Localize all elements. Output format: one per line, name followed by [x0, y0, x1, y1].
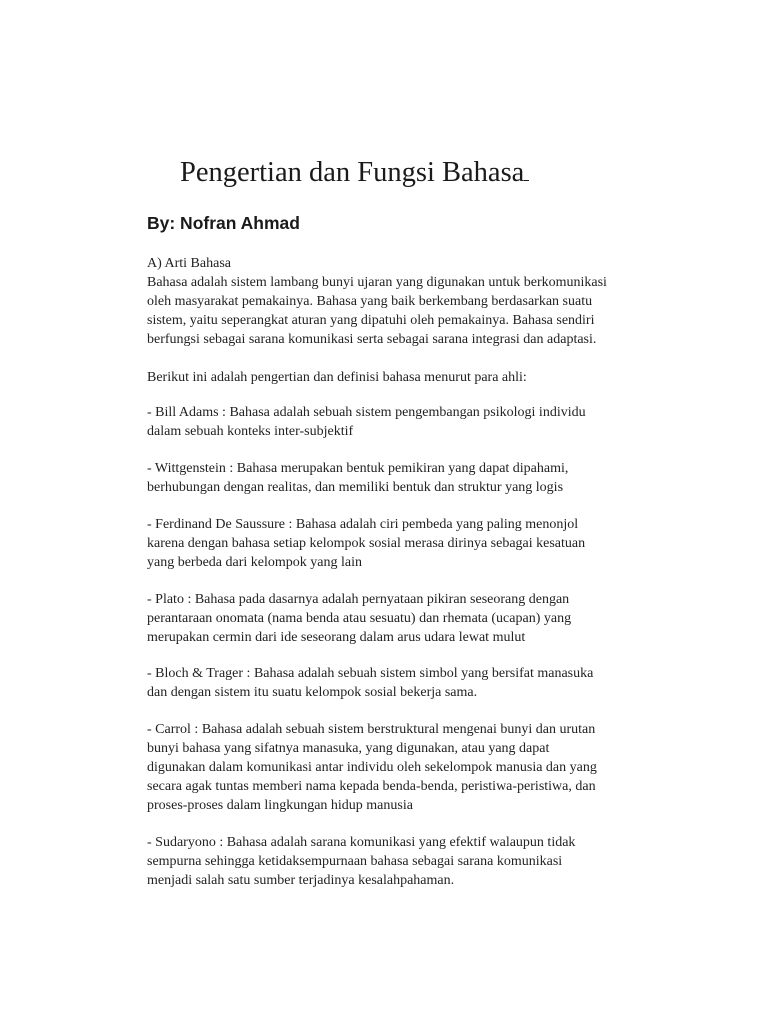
definition-line: - Bloch & Trager : Bahasa adalah sebuah sistem simbol yang bersifat manasuka: [147, 666, 594, 681]
intro-line: Bahasa adalah sistem lambang bunyi ujaran yang digunakan untuk berkomunikasi: [147, 275, 607, 290]
definition-line: bunyi bahasa yang sifatnya manasuka, yang digunakan, atau yang dapat: [147, 741, 550, 756]
intro-line: berfungsi sebagai sarana komunikasi serta sebagai sarana integrasi dan adaptasi.: [147, 332, 597, 347]
definition-line: - Sudaryono : Bahasa adalah sarana komunikasi yang efektif walaupun tidak: [147, 835, 576, 850]
definition-line: - Bill Adams : Bahasa adalah sebuah sistem pengembangan psikologi individu: [147, 405, 586, 420]
definition-line: menjadi salah satu sumber terjadinya kesalahpahaman.: [147, 873, 455, 888]
definition-sudaryono: [147, 833, 677, 890]
definition-line: secara agak tuntas memberi nama kepada benda-benda, peristiwa-peristiwa, dan: [147, 779, 596, 794]
definition-plato: [147, 590, 677, 647]
document-title-text: Pengertian dan Fungsi Bahasa: [180, 157, 525, 188]
author-byline: By: Nofran Ahmad: [147, 213, 300, 233]
definition-line: digunakan dalam komunikasi antar individu oleh sekelompok manusia dan yang: [147, 760, 597, 775]
definition-bill-adams: [147, 403, 677, 441]
lead-in-paragraph: [147, 368, 677, 387]
definition-line: proses-proses dalam lingkungan hidup manusia: [147, 798, 413, 813]
definition-line: - Wittgenstein : Bahasa merupakan bentuk pemikiran yang dapat dipahami,: [147, 461, 569, 476]
definition-line: perantaraan onomata (nama benda atau sesuatu) dan rhemata (ucapan) yang: [147, 611, 572, 626]
section-heading: A) Arti Bahasa: [147, 256, 231, 271]
title-underline-mark: [524, 156, 529, 181]
definition-bloch-trager: [147, 664, 677, 702]
intro-line: oleh masyarakat pemakainya. Bahasa yang baik berkembang berdasarkan suatu: [147, 294, 593, 309]
definition-line: berhubungan dengan realitas, dan memiliki bentuk dan struktur yang logis: [147, 480, 564, 495]
definition-line: dalam sebuah konteks inter-subjektif: [147, 424, 354, 439]
document-title: [180, 153, 529, 193]
intro-line: sistem, yaitu seperangkat aturan yang dipatuhi oleh pemakainya. Bahasa sendiri: [147, 313, 595, 328]
definition-line: - Plato : Bahasa pada dasarnya adalah pernyataan pikiran seseorang dengan: [147, 592, 570, 607]
definition-line: - Carrol : Bahasa adalah sebuah sistem berstruktural mengenai bunyi dan urutan: [147, 722, 596, 737]
lead-in-line: Berikut ini adalah pengertian dan definisi bahasa menurut para ahli:: [147, 370, 527, 385]
definition-line: yang berbeda dari kelompok yang lain: [147, 555, 362, 570]
definition-line: sempurna sehingga ketidaksempurnaan bahasa sebagai sarana komunikasi: [147, 854, 563, 869]
definition-saussure: [147, 515, 677, 572]
definition-carrol: [147, 720, 677, 815]
definition-line: merupakan cermin dari ide seseorang dalam arus udara lewat mulut: [147, 630, 526, 645]
definition-line: dan dengan sistem itu suatu kelompok sosial bekerja sama.: [147, 685, 478, 700]
definition-line: karena dengan bahasa setiap kelompok sosial merasa dirinya sebagai kesatuan: [147, 536, 586, 551]
intro-section: [147, 254, 677, 349]
definition-wittgenstein: [147, 459, 677, 497]
definition-line: - Ferdinand De Saussure : Bahasa adalah ciri pembeda yang paling menonjol: [147, 517, 579, 532]
